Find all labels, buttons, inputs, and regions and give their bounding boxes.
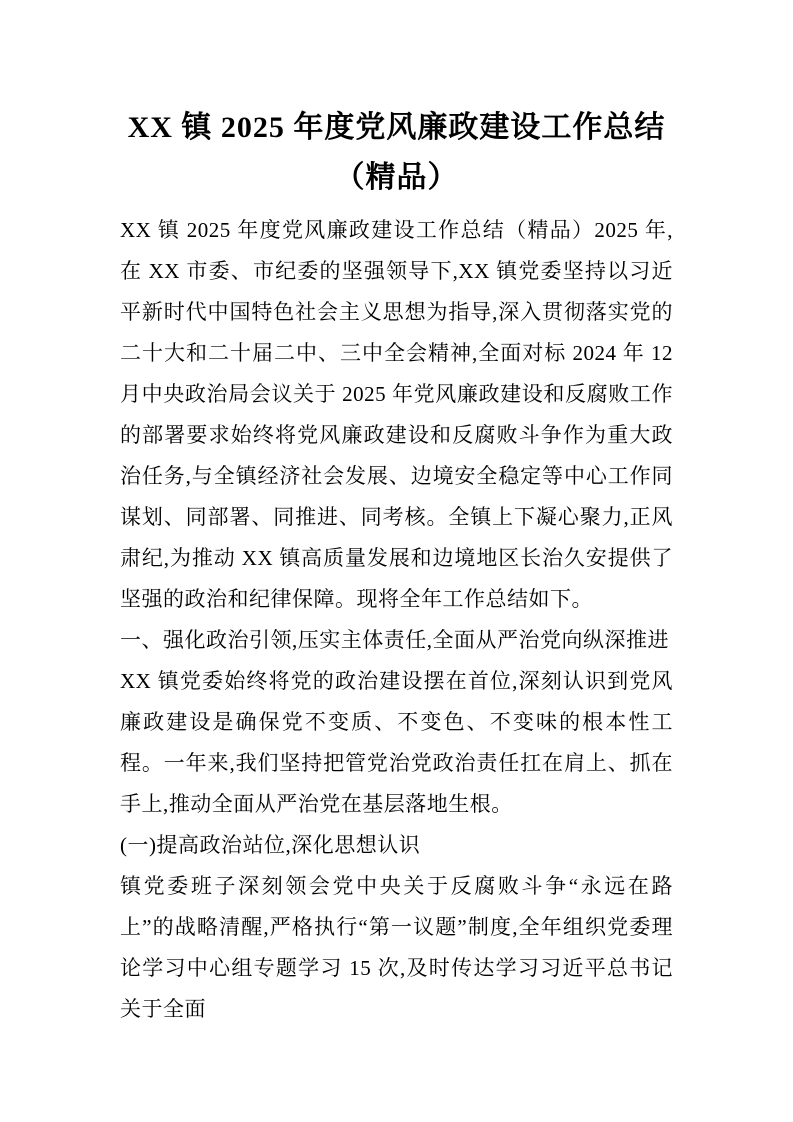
- paragraph-intro: XX 镇 2025 年度党风廉政建设工作总结（精品）2025 年,在 XX 市委、市纪委的坚强领导下,XX 镇党委坚持以习近平新时代中国特色社会主义思想为指导,深入贯彻落实党的二十大和二十届二中、三中全会精神,全面对标 2024 年 12 月中央政治局会议关于 2025 年党风廉政建设和反腐败工作的部署要求始终将党风廉政建设和反腐败斗争作为重大政治任务,与全镇经济社会发展、边境安全稳定等中心工作同谋划、同部署、同推进、同考核。全镇上下凝心聚力,正风肃纪,为推动 XX 镇高质量发展和边境地区长治久安提供了坚强的政治和纪律保障。现将全年工作总结如下。: [120, 218, 673, 611]
- section-heading-1: 一、强化政治引领,压实主体责任,全面从严治党向纵深推进: [120, 628, 669, 652]
- sub-heading-1-1: (一)提高政治站位,深化思想认识: [120, 833, 421, 857]
- document-body: [120, 210, 673, 1030]
- document-title: XX 镇 2025 年度党风廉政建设工作总结（精品）: [127, 111, 666, 194]
- paragraph-section-1: XX 镇党委始终将党的政治建设摆在首位,深刻认识到党风廉政建设是确保党不变质、不变色、不变味的根本性工程。一年来,我们坚持把管党治党政治责任扛在肩上、抓在手上,推动全面从严治党在基层落地生根。: [120, 669, 673, 816]
- paragraph-sub-1-1: 镇党委班子深刻领会党中央关于反腐败斗争“永远在路上”的战略清醒,严格执行“第一议题”制度,全年组织党委理论学习中心组专题学习 15 次,及时传达学习习近平总书记关于全面: [120, 874, 673, 1021]
